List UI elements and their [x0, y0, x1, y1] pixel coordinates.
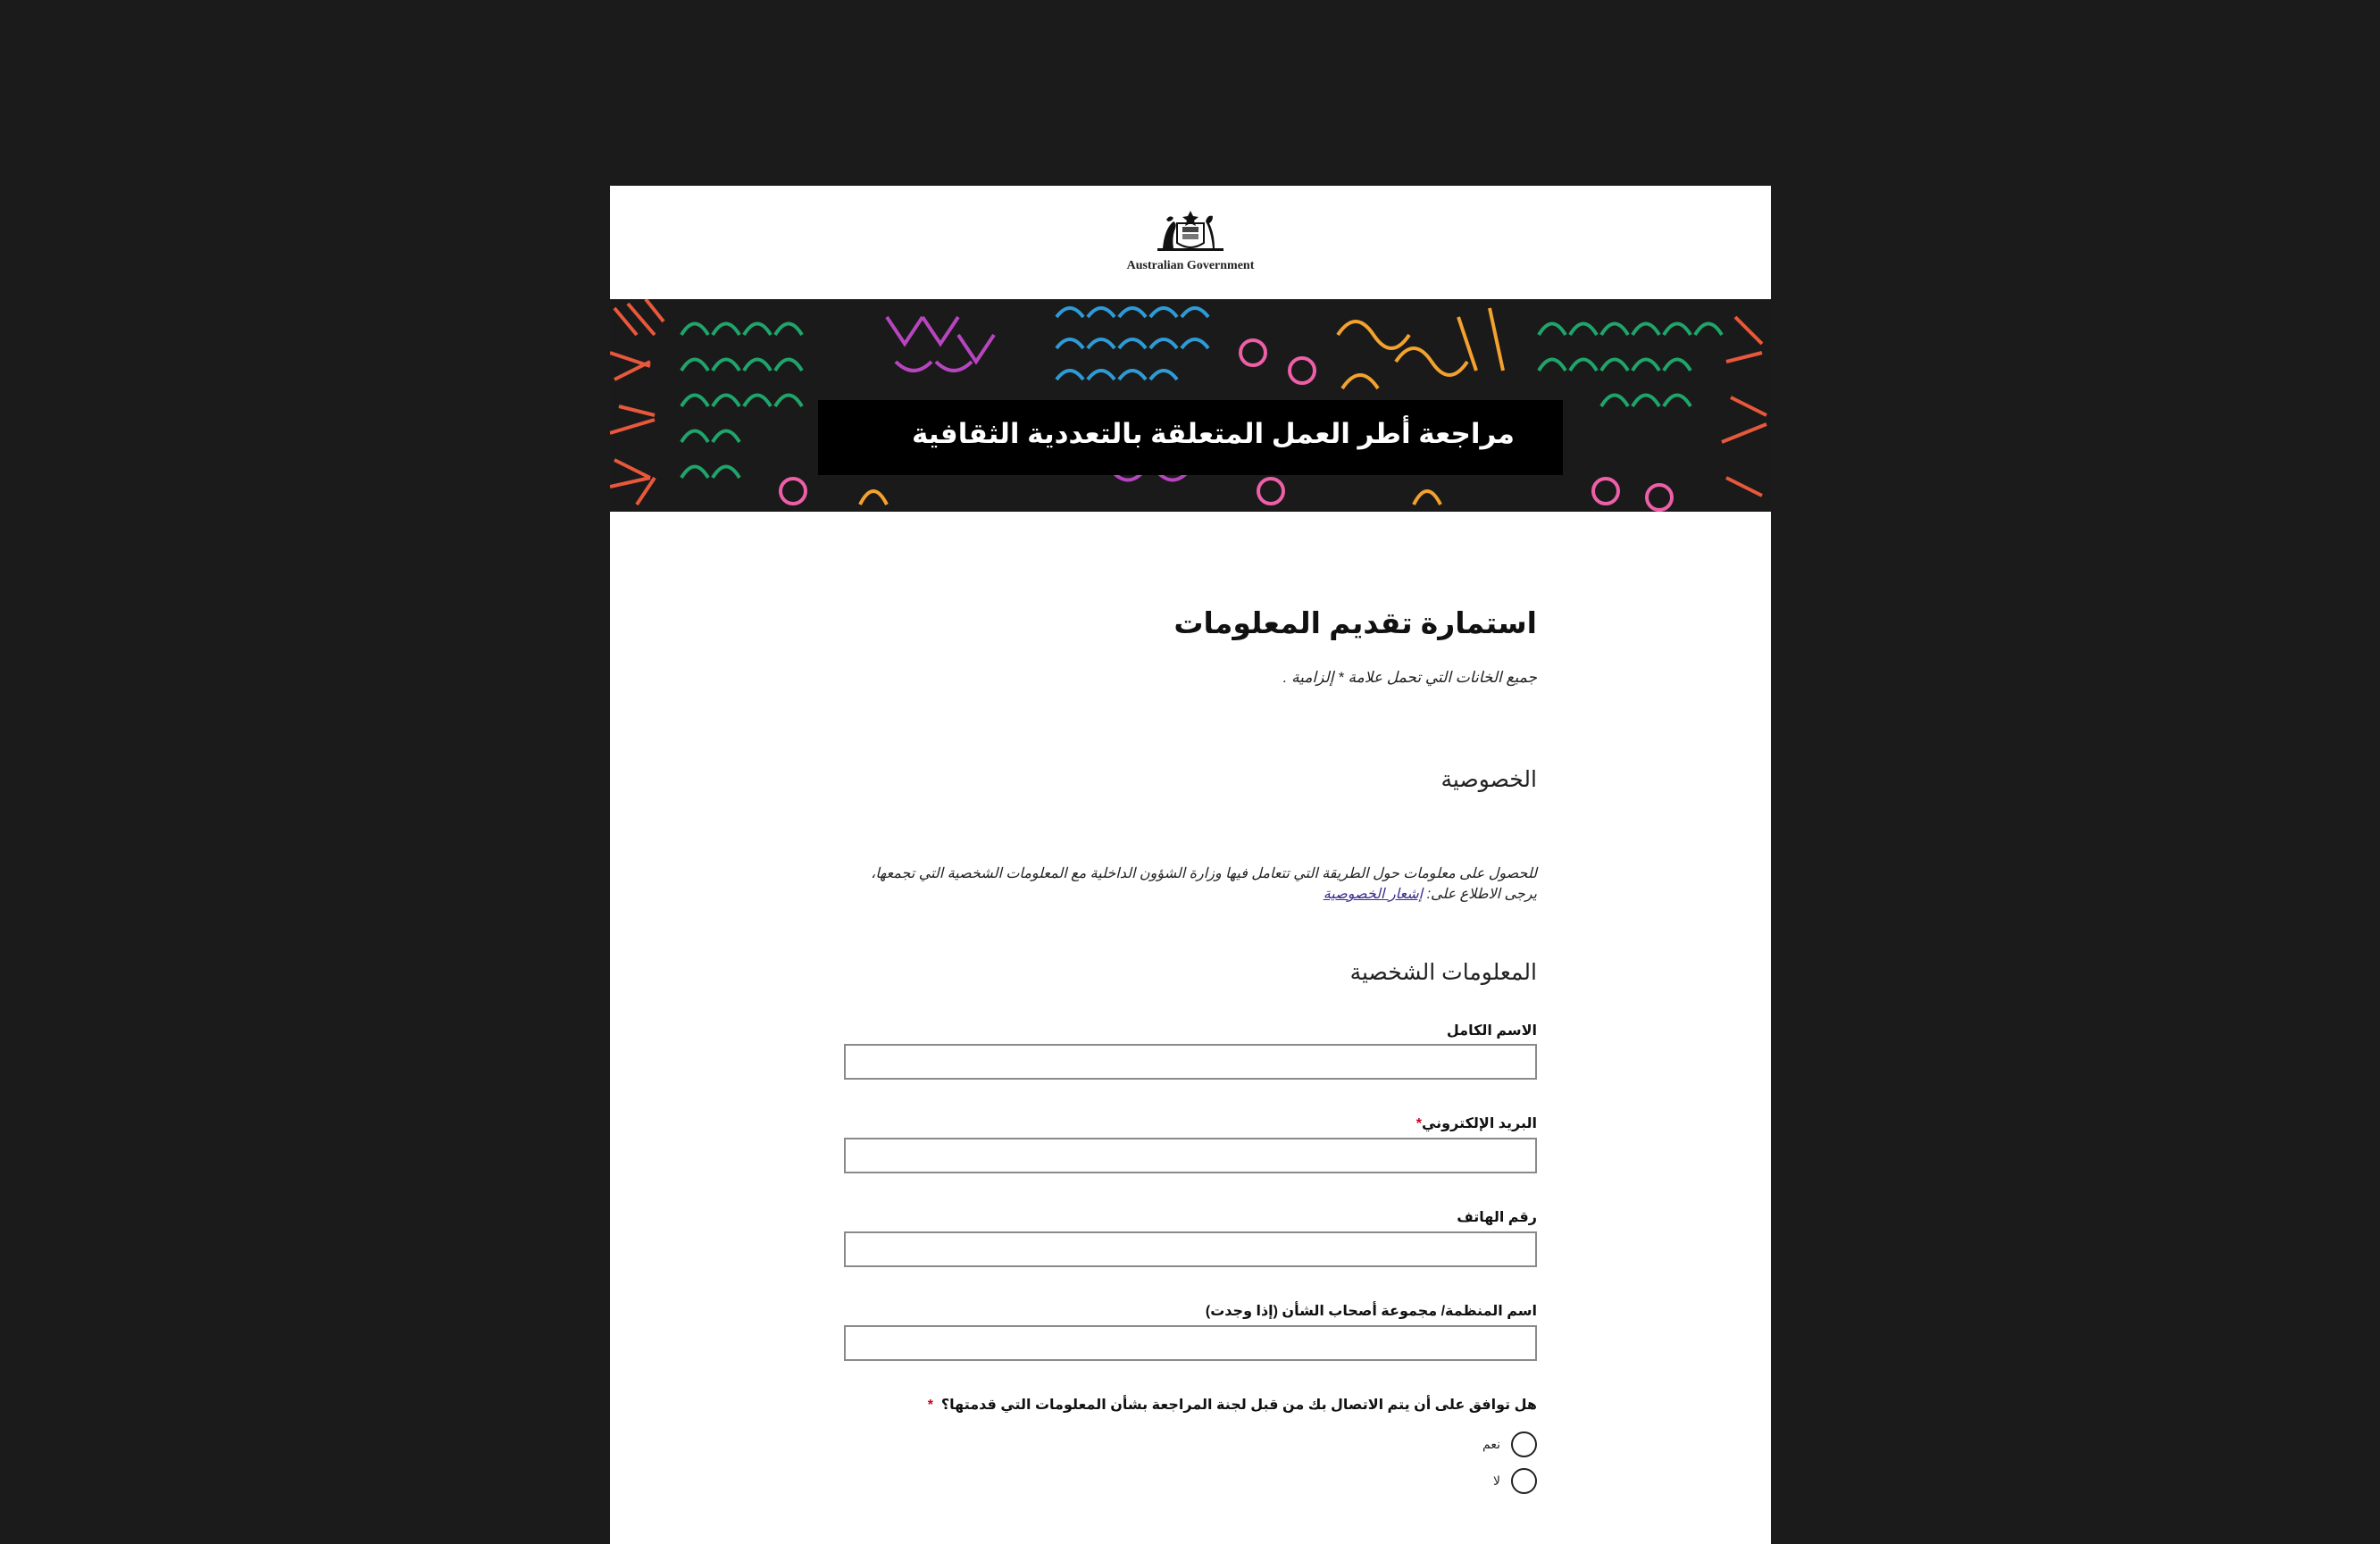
privacy-description: للحصول على معلومات حول الطريقة التي تتعامل فيها وزارة الشؤون الداخلية مع المعلومات الشخصية التي تجمعها، يرجى الاطلاع على:: [871, 866, 1537, 902]
page-title: مراجعة أطر العمل المتعلقة بالتعددية الثقافية: [911, 418, 1515, 449]
privacy-heading: الخصوصية: [1441, 767, 1537, 792]
form-page: [610, 186, 1771, 1544]
radio-yes-label: نعم: [1482, 1437, 1500, 1451]
email-label-text: البريد الإلكتروني: [1421, 1116, 1537, 1131]
coat-of-arms-icon: [1150, 204, 1231, 257]
organisation-label: اسم المنظمة/ مجموعة أصحاب الشأن (إذا وجدت): [1205, 1304, 1537, 1319]
banner-title-box: [818, 400, 1563, 475]
contact-question-text: هل توافق على أن يتم الاتصال بك من قبل لجنة المراجعة بشأن المعلومات التي قدمتها؟: [940, 1398, 1537, 1413]
required-marker: *: [927, 1398, 933, 1413]
full-name-label: الاسم الكامل: [1446, 1023, 1537, 1039]
radio-option-no[interactable]: [1493, 1468, 1537, 1494]
personal-info-heading: المعلومات الشخصية: [1349, 960, 1537, 985]
email-input[interactable]: [844, 1138, 1537, 1173]
banner: [610, 299, 1771, 512]
phone-label: رقم الهاتف: [1457, 1210, 1537, 1225]
phone-input[interactable]: [844, 1231, 1537, 1267]
organisation-input[interactable]: [844, 1325, 1537, 1361]
required-note: جميع الخانات التي تحمل علامة * إلزامية .: [1282, 669, 1537, 686]
contact-question-label: [928, 1396, 1537, 1414]
radio-no-button[interactable]: [1511, 1468, 1537, 1494]
radio-option-yes[interactable]: [1482, 1431, 1537, 1457]
radio-yes-button[interactable]: [1511, 1431, 1537, 1457]
full-name-input[interactable]: [844, 1044, 1537, 1080]
privacy-notice-link[interactable]: إشعار الخصوصية: [1323, 887, 1424, 902]
required-marker: *: [1415, 1116, 1422, 1131]
form-title: استمارة تقديم المعلومات: [1173, 606, 1537, 639]
government-header: [610, 186, 1771, 299]
privacy-text: [844, 864, 1537, 905]
radio-no-label: لا: [1493, 1473, 1500, 1488]
email-label: [1416, 1114, 1537, 1132]
government-name: Australian Government: [1126, 259, 1255, 272]
